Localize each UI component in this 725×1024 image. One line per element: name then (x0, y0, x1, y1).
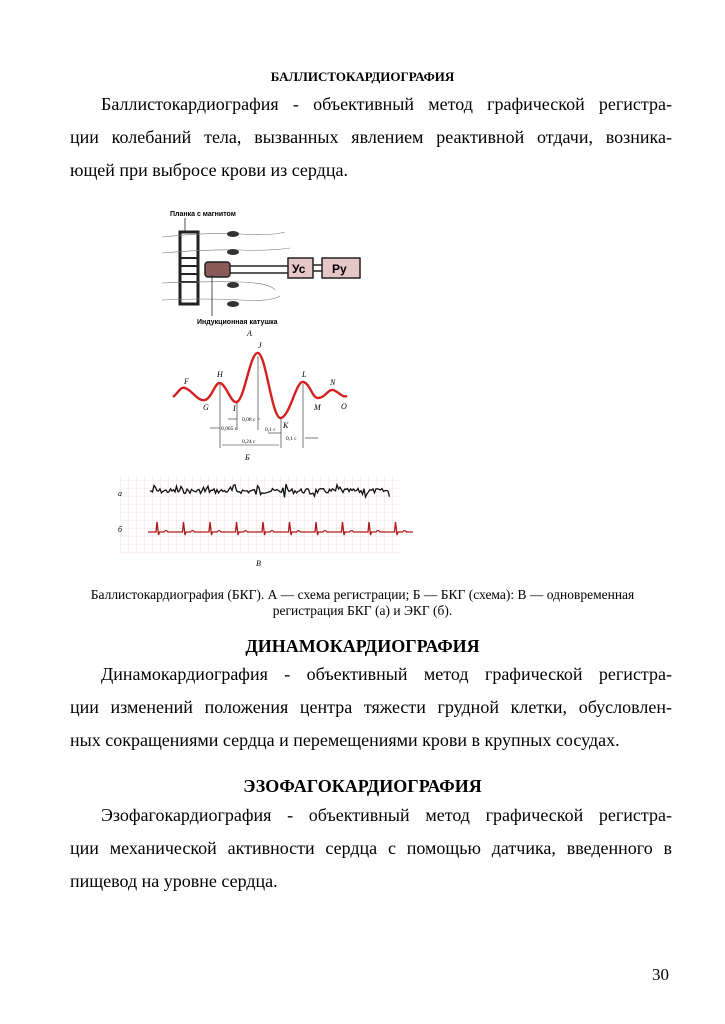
paragraph-dynamocardiography (70, 658, 672, 757)
registration-scheme-diagram (162, 211, 360, 338)
figure-caption (60, 587, 665, 619)
wave-point-i: I (233, 404, 236, 413)
recorder-label: Ру (332, 262, 347, 276)
text-line: Динамокардиография - объективный метод графической регистра- (101, 664, 672, 684)
panel-label-b: Б (245, 453, 250, 462)
text-line: ющей при выбросе крови из сердца. (70, 160, 348, 180)
caption-line: регистрация БКГ (а) и ЭКГ (б). (272, 603, 453, 618)
simultaneous-recording-strip (118, 476, 413, 568)
wave-point-l: L (302, 370, 307, 379)
heading-esophagocardiography: ЭЗОФАГОКАРДИОГРАФИЯ (243, 776, 482, 796)
panel-label-v: В (256, 559, 261, 568)
interval-label: 0,1 с (286, 436, 297, 442)
heading-dynamocardiography: ДИНАМОКАРДИОГРАФИЯ (245, 636, 480, 656)
wave-point-n: N (330, 378, 336, 387)
panel-label-a: А (247, 329, 252, 338)
text-line: ных сокращениями сердца и перемещениями крови в крупных сосудах. (70, 730, 620, 750)
plank-with-magnet (180, 232, 198, 304)
wave-point-j: J (258, 341, 262, 350)
caption-line: Баллистокардиография (БКГ). А — схема регистрации; Б — БКГ (схема): В — одновременная (90, 587, 635, 602)
label-plank: Планка с магнитом (170, 211, 236, 218)
bcg-wave-line (173, 353, 347, 418)
wave-point-m: M (314, 403, 321, 412)
bcg-waveform-scheme (173, 341, 347, 462)
induction-coil (205, 262, 230, 277)
interval-label: 0,24 с (242, 439, 256, 445)
trace-label-b: б (118, 525, 123, 534)
text-line: Эзофагокардиография - объективный метод графической регистра- (101, 805, 672, 825)
text-line: пищевод на уровне сердца. (70, 871, 278, 891)
text-line: ции изменений положения центра тяжести грудной клетки, обусловлен- (70, 697, 672, 717)
heading-ballistocardiography: БАЛЛИСТОКАРДИОГРАФИЯ (270, 69, 455, 84)
text-line: ции механической активности сердца с помощью датчика, введенного в (70, 838, 672, 858)
wave-point-o: O (341, 402, 347, 411)
wave-point-f: F (184, 377, 189, 386)
amplifier-label: Ус (292, 262, 306, 276)
paragraph-esophagocardiography (70, 799, 672, 898)
interval-label: 0,1 с (265, 427, 276, 433)
page-number: 30 (652, 965, 669, 984)
text-line: ции колебаний тела, вызванных явлением реактивной отдачи, возника- (70, 127, 672, 147)
text-line: Баллистокардиография - объективный метод графической регистра- (101, 94, 672, 114)
label-induction-coil: Индукционная катушка (197, 319, 278, 326)
wave-point-k: K (283, 421, 289, 430)
trace-label-a: а (118, 489, 122, 498)
interval-label: 0,08 с (242, 417, 256, 423)
wave-point-h: H (217, 370, 223, 379)
interval-label: 0,065 с (221, 426, 238, 432)
wave-point-g: G (203, 403, 209, 412)
